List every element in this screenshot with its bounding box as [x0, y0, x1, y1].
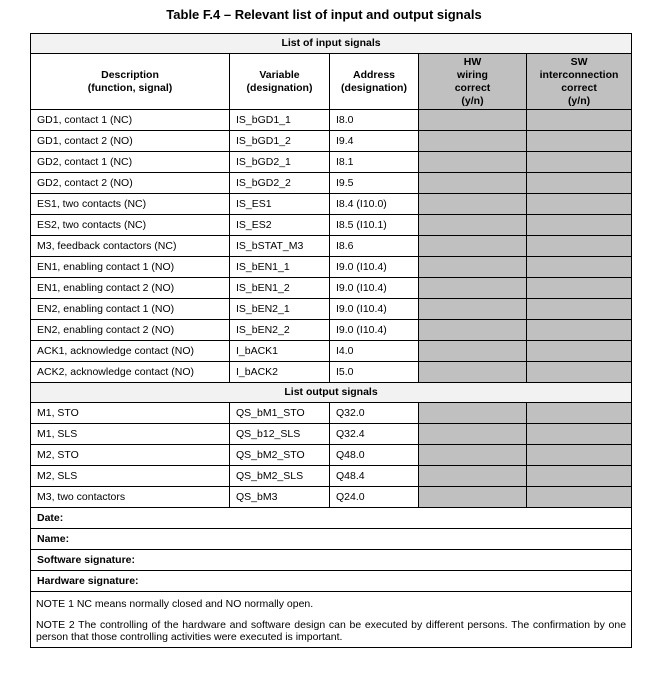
table-row: [31, 131, 632, 152]
signal-description: EN2, enabling contact 1 (NO): [31, 299, 230, 320]
sw-check-cell[interactable]: [527, 445, 632, 466]
hw-check-cell[interactable]: [419, 110, 527, 131]
signal-description: M2, STO: [31, 445, 230, 466]
signal-variable: I_bACK2: [230, 362, 330, 383]
output-section-header: List output signals: [31, 383, 632, 403]
signal-description: GD2, contact 1 (NC): [31, 152, 230, 173]
sw-check-cell[interactable]: [527, 299, 632, 320]
signal-variable: QS_bM1_STO: [230, 403, 330, 424]
hw-check-cell[interactable]: [419, 215, 527, 236]
signal-variable: IS_bEN2_1: [230, 299, 330, 320]
signal-table: [30, 33, 632, 648]
signal-description: M1, STO: [31, 403, 230, 424]
signal-address: I8.6: [330, 236, 419, 257]
sw-check-cell[interactable]: [527, 341, 632, 362]
table-row: [31, 341, 632, 362]
table-row: [31, 299, 632, 320]
hw-check-cell[interactable]: [419, 362, 527, 383]
table-row: [31, 445, 632, 466]
hw-check-cell[interactable]: [419, 236, 527, 257]
note-1: NOTE 1 NC means normally closed and NO normally open.: [36, 598, 314, 610]
signal-description: M2, SLS: [31, 466, 230, 487]
sw-check-cell[interactable]: [527, 194, 632, 215]
hw-check-cell[interactable]: [419, 194, 527, 215]
input-section-header: List of input signals: [31, 34, 632, 54]
signal-description: EN1, enabling contact 2 (NO): [31, 278, 230, 299]
signal-variable: IS_bSTAT_M3: [230, 236, 330, 257]
table-row: [31, 110, 632, 131]
signal-address: Q32.4: [330, 424, 419, 445]
hw-check-cell[interactable]: [419, 403, 527, 424]
signal-address: Q24.0: [330, 487, 419, 508]
hw-check-cell[interactable]: [419, 152, 527, 173]
signal-variable: IS_bGD2_1: [230, 152, 330, 173]
signal-description: EN2, enabling contact 2 (NO): [31, 320, 230, 341]
signal-variable: IS_bGD1_2: [230, 131, 330, 152]
signal-variable: IS_ES2: [230, 215, 330, 236]
header-description: Description (function, signal): [31, 54, 230, 110]
hw-check-cell[interactable]: [419, 131, 527, 152]
signal-address: I5.0: [330, 362, 419, 383]
table-row: [31, 194, 632, 215]
hw-check-cell[interactable]: [419, 320, 527, 341]
signal-description: M3, feedback contactors (NC): [31, 236, 230, 257]
signal-address: I9.0 (I10.4): [330, 278, 419, 299]
sw-check-cell[interactable]: [527, 173, 632, 194]
table-row: [31, 320, 632, 341]
table-row: [31, 236, 632, 257]
sw-check-cell[interactable]: [527, 278, 632, 299]
signal-address: I8.0: [330, 110, 419, 131]
table-row: [31, 466, 632, 487]
hw-check-cell[interactable]: [419, 173, 527, 194]
sw-check-cell[interactable]: [527, 466, 632, 487]
signal-variable: QS_bM3: [230, 487, 330, 508]
hw-check-cell[interactable]: [419, 299, 527, 320]
sw-check-cell[interactable]: [527, 110, 632, 131]
table-row: [31, 257, 632, 278]
sw-check-cell[interactable]: [527, 424, 632, 445]
table-row: [31, 487, 632, 508]
signal-description: ACK1, acknowledge contact (NO): [31, 341, 230, 362]
signal-description: EN1, enabling contact 1 (NO): [31, 257, 230, 278]
signal-address: I9.0 (I10.4): [330, 257, 419, 278]
date-field[interactable]: Date:: [31, 508, 632, 529]
table-row: [31, 403, 632, 424]
signal-address: I9.4: [330, 131, 419, 152]
signal-variable: QS_bM2_SLS: [230, 466, 330, 487]
sw-check-cell[interactable]: [527, 403, 632, 424]
signal-variable: IS_bEN1_2: [230, 278, 330, 299]
signal-variable: IS_ES1: [230, 194, 330, 215]
sw-check-cell[interactable]: [527, 152, 632, 173]
hw-check-cell[interactable]: [419, 278, 527, 299]
sw-check-cell[interactable]: [527, 320, 632, 341]
signal-address: I8.5 (I10.1): [330, 215, 419, 236]
signal-description: GD1, contact 1 (NC): [31, 110, 230, 131]
hw-check-cell[interactable]: [419, 424, 527, 445]
notes-cell: [31, 592, 632, 648]
hw-check-cell[interactable]: [419, 341, 527, 362]
table-row: [31, 215, 632, 236]
sw-check-cell[interactable]: [527, 487, 632, 508]
signal-description: GD1, contact 2 (NO): [31, 131, 230, 152]
signal-description: M3, two contactors: [31, 487, 230, 508]
header-hw-wiring: HW wiring correct (y/n): [419, 54, 527, 110]
sw-check-cell[interactable]: [527, 236, 632, 257]
signal-variable: IS_bEN2_2: [230, 320, 330, 341]
signal-address: I8.4 (I10.0): [330, 194, 419, 215]
signal-description: GD2, contact 2 (NO): [31, 173, 230, 194]
header-variable: Variable (designation): [230, 54, 330, 110]
sw-check-cell[interactable]: [527, 257, 632, 278]
signal-description: M1, SLS: [31, 424, 230, 445]
signal-variable: I_bACK1: [230, 341, 330, 362]
signal-variable: QS_bM2_STO: [230, 445, 330, 466]
signal-variable: IS_bGD1_1: [230, 110, 330, 131]
sw-check-cell[interactable]: [527, 362, 632, 383]
signal-description: ES1, two contacts (NC): [31, 194, 230, 215]
signal-address: I9.0 (I10.4): [330, 320, 419, 341]
signal-address: Q32.0: [330, 403, 419, 424]
signal-variable: QS_b12_SLS: [230, 424, 330, 445]
table-row: [31, 424, 632, 445]
note-2: NOTE 2 The controlling of the hardware and software design can be executed by different persons. The confirmation by one person that those controlling activities were executed is important.: [36, 619, 627, 643]
signal-address: I9.5: [330, 173, 419, 194]
signal-address: I8.1: [330, 152, 419, 173]
table-title: Table F.4 – Relevant list of input and output signals: [166, 7, 482, 22]
hw-check-cell[interactable]: [419, 466, 527, 487]
hardware-signature-field[interactable]: Hardware signature:: [31, 571, 632, 592]
table-row: [31, 278, 632, 299]
signal-address: I4.0: [330, 341, 419, 362]
signal-variable: IS_bGD2_2: [230, 173, 330, 194]
hw-check-cell[interactable]: [419, 257, 527, 278]
signal-description: ES2, two contacts (NC): [31, 215, 230, 236]
software-signature-field[interactable]: Software signature:: [31, 550, 632, 571]
table-row: [31, 362, 632, 383]
name-field[interactable]: Name:: [31, 529, 632, 550]
header-sw-interconnection: SW interconnection correct (y/n): [527, 54, 632, 110]
signal-address: Q48.4: [330, 466, 419, 487]
sw-check-cell[interactable]: [527, 215, 632, 236]
signal-address: Q48.0: [330, 445, 419, 466]
hw-check-cell[interactable]: [419, 487, 527, 508]
table-row: [31, 152, 632, 173]
sw-check-cell[interactable]: [527, 131, 632, 152]
signal-variable: IS_bEN1_1: [230, 257, 330, 278]
header-address: Address (designation): [330, 54, 419, 110]
hw-check-cell[interactable]: [419, 445, 527, 466]
signal-description: ACK2, acknowledge contact (NO): [31, 362, 230, 383]
table-row: [31, 173, 632, 194]
signal-address: I9.0 (I10.4): [330, 299, 419, 320]
